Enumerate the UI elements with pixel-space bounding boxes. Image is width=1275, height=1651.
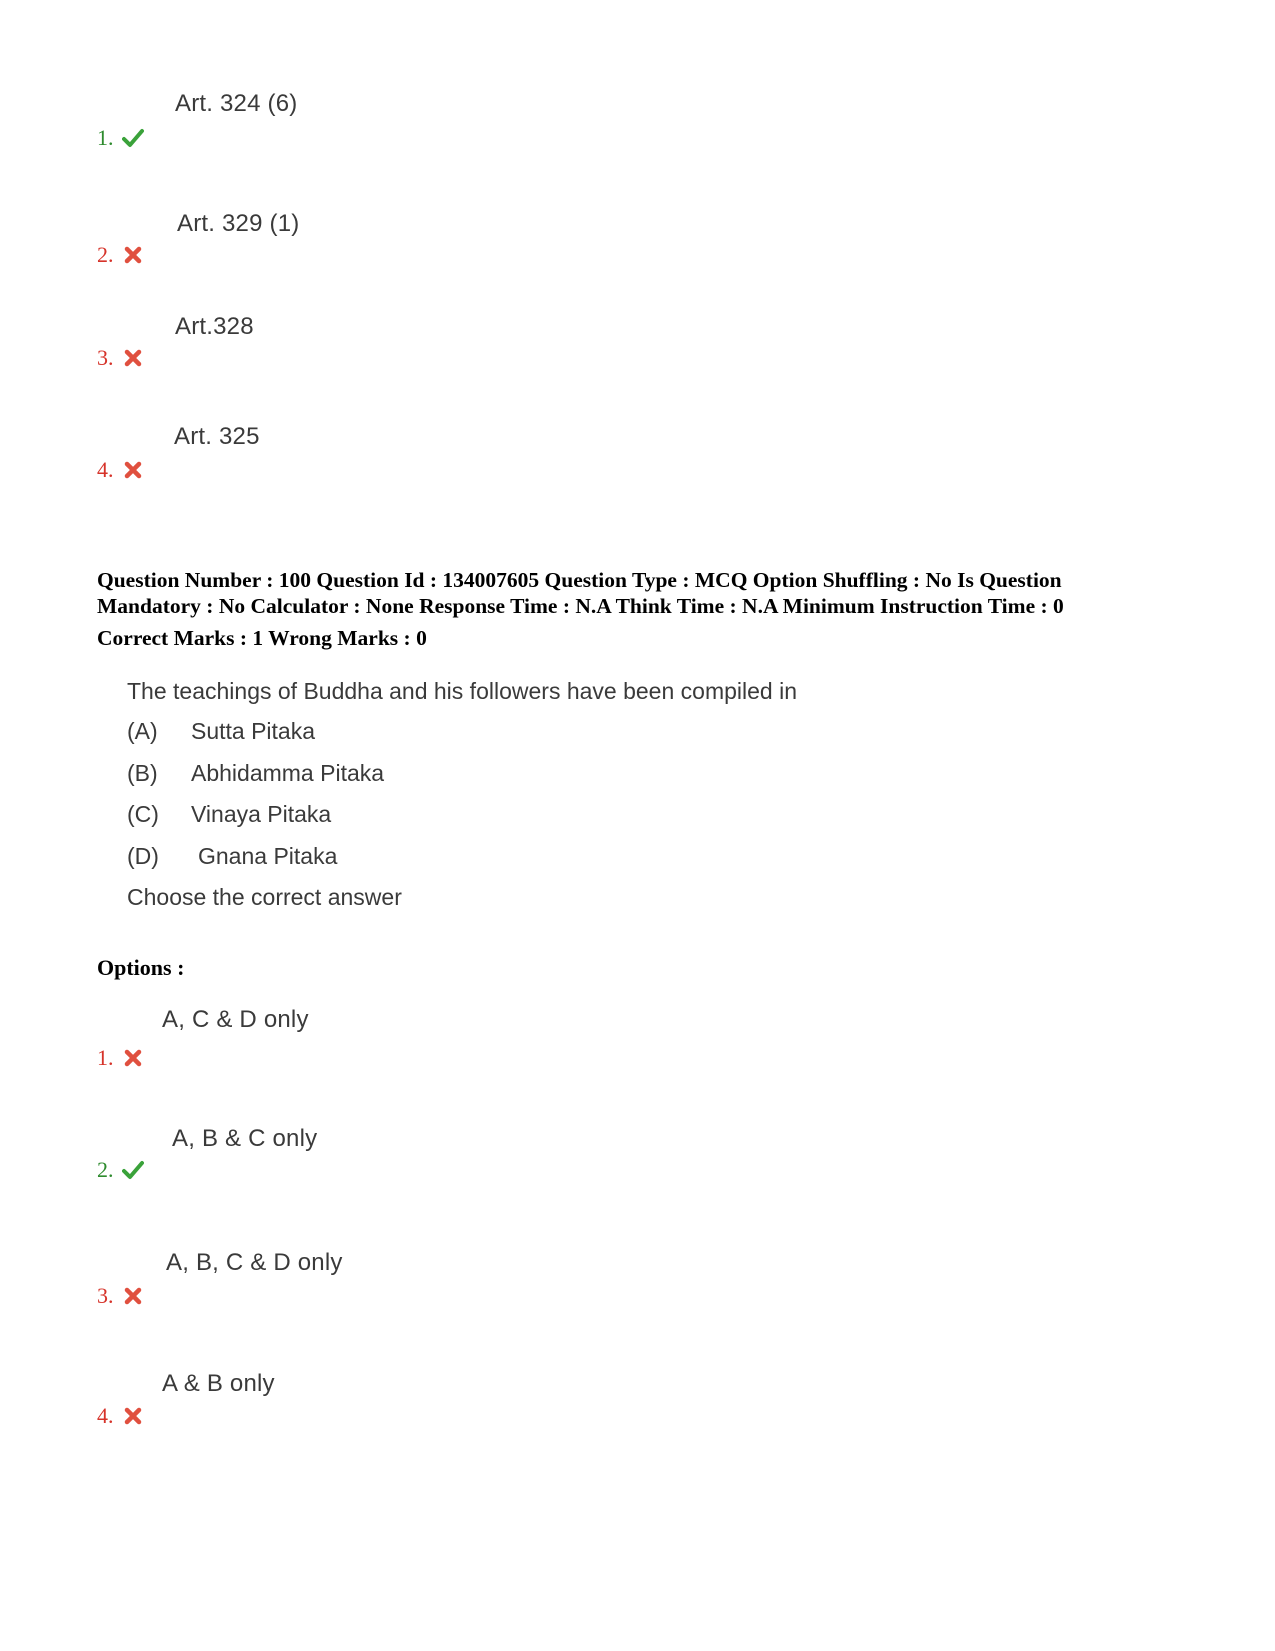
item-text-a: Sutta Pitaka xyxy=(191,718,316,744)
option-1-number: 1. xyxy=(97,1045,144,1071)
cross-icon xyxy=(122,1047,144,1069)
option-3-number: 3. xyxy=(97,1283,144,1309)
cross-icon xyxy=(122,347,144,369)
option-1-text: A, C & D only xyxy=(162,1006,309,1033)
question-instruction: Choose the correct answer xyxy=(127,884,402,910)
prev-option-3-text: Art.328 xyxy=(175,313,254,340)
check-icon xyxy=(122,127,144,149)
option-2-number: 2. xyxy=(97,1157,144,1183)
prev-option-2-number: 2. xyxy=(97,242,144,268)
option-4-text: A & B only xyxy=(162,1370,275,1397)
prev-option-4-text: Art. 325 xyxy=(174,423,260,450)
cross-icon xyxy=(122,1405,144,1427)
prev-option-4-number: 4. xyxy=(97,457,144,483)
prev-option-1-text: Art. 324 (6) xyxy=(175,90,298,117)
question-meta-line-3: Correct Marks : 1 Wrong Marks : 0 xyxy=(97,626,427,650)
prev-option-2-text: Art. 329 (1) xyxy=(177,210,300,237)
item-letter-a: (A) xyxy=(127,718,158,744)
item-text-c: Vinaya Pitaka xyxy=(191,801,332,827)
option-4-number: 4. xyxy=(97,1403,144,1429)
option-2-text: A, B & C only xyxy=(172,1125,318,1152)
options-heading: Options : xyxy=(97,955,185,980)
item-letter-c: (C) xyxy=(127,801,159,827)
cross-icon xyxy=(122,459,144,481)
item-letter-b: (B) xyxy=(127,760,158,786)
item-text-b: Abhidamma Pitaka xyxy=(191,760,385,786)
question-meta-line-2: Mandatory : No Calculator : None Response Time : N.A Think Time : N.A Minimum Instruction Time : 0 xyxy=(97,594,1064,618)
question-meta-line-1: Question Number : 100 Question Id : 134007605 Question Type : MCQ Option Shuffling : No Is Question xyxy=(97,568,1062,592)
item-text-d: Gnana Pitaka xyxy=(198,843,338,869)
cross-icon xyxy=(122,1285,144,1307)
check-icon xyxy=(122,1159,144,1181)
item-letter-d: (D) xyxy=(127,843,159,869)
option-3-text: A, B, C & D only xyxy=(166,1249,343,1276)
prev-option-3-number: 3. xyxy=(97,345,144,371)
cross-icon xyxy=(122,244,144,266)
question-stem: The teachings of Buddha and his followers have been compiled in xyxy=(127,678,797,704)
prev-option-1-number: 1. xyxy=(97,125,144,151)
